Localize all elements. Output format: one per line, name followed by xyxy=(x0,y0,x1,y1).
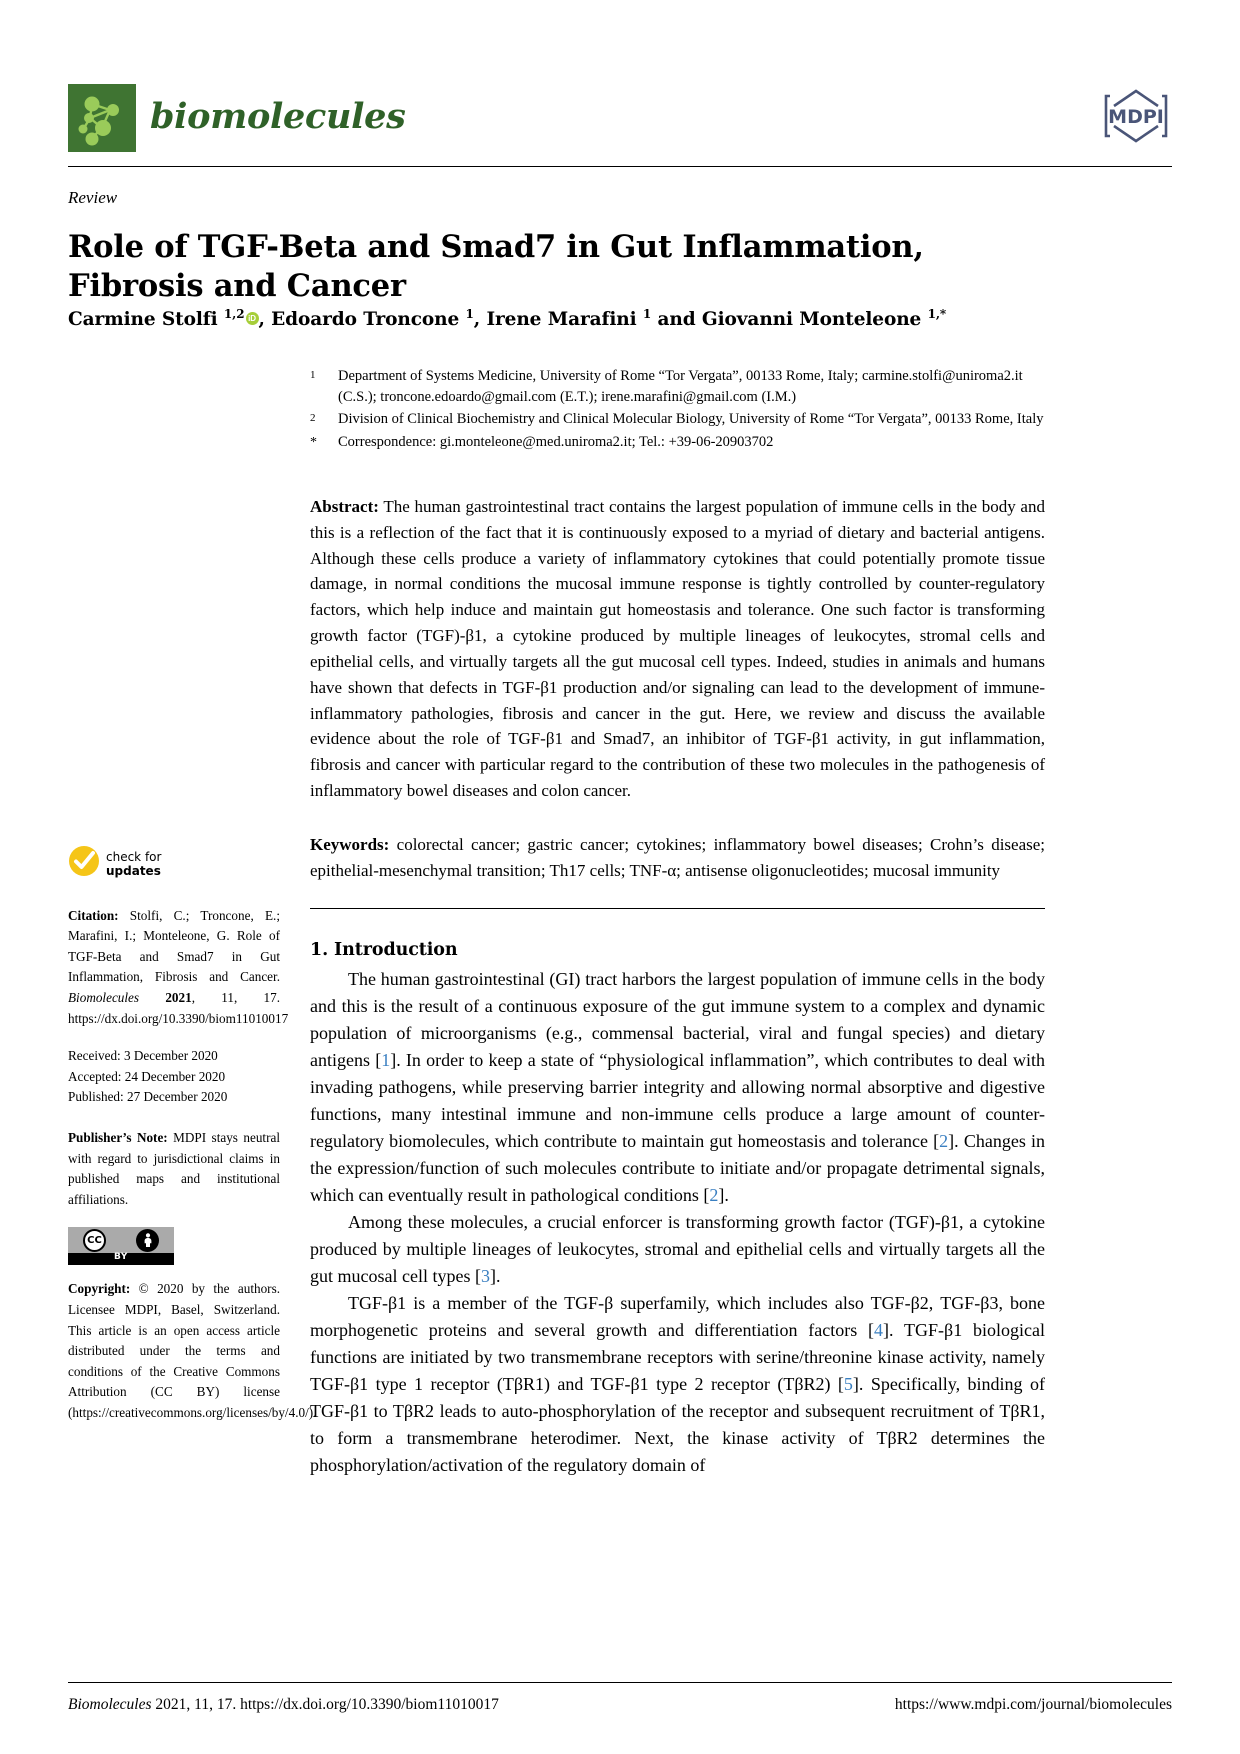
check-updates-line2: updates xyxy=(106,864,161,879)
mdpi-logo[interactable] xyxy=(1100,80,1172,152)
keywords-text: colorectal cancer; gastric cancer; cytokines; inflammatory bowel diseases; Crohn’s disease; epithelial-mesenchymal transition; Th17 cells; TNF-α; antisense oligonucleotides; mucosal immunity xyxy=(310,835,1046,880)
keywords-label: Keywords: xyxy=(310,835,390,854)
cc-by-label: BY xyxy=(114,1252,128,1263)
affiliation-marker: 1 xyxy=(310,369,316,381)
abstract-block xyxy=(310,494,1045,804)
received-date: Received: 3 December 2020 xyxy=(68,1048,218,1064)
affiliations-block xyxy=(310,366,1045,455)
citation-label: Citation: xyxy=(68,907,119,923)
abstract-divider xyxy=(310,908,1045,909)
check-updates-line1: check for xyxy=(106,850,162,865)
affiliation-row xyxy=(310,366,1045,407)
molecule-icon xyxy=(68,84,136,152)
page-title: Role of TGF-Beta and Smad7 in Gut Inflammation, Fibrosis and Cancer xyxy=(68,229,924,305)
publisher-note-text: MDPI stays neutral with regard to jurisdictional claims in published maps and institutional affiliations. xyxy=(68,1129,280,1207)
affiliation-row xyxy=(310,432,1045,453)
citation-link[interactable]: 4 xyxy=(874,1320,884,1340)
citation-link[interactable]: 2 xyxy=(709,1185,719,1205)
check-for-updates-badge[interactable] xyxy=(68,845,280,884)
check-circle-icon xyxy=(68,845,100,884)
paragraph: Among these molecules, a crucial enforcer is transforming growth factor (TGF)-β1, a cytokine produced by multiple lineages of leukocytes, stromal and epithelial cells and virtually targets all the gut mucosal cell types [3]. xyxy=(310,1212,1045,1286)
footer-citation: 2021, 11, 17. https://dx.doi.org/10.3390/biom11010017 xyxy=(151,1696,499,1713)
citation-journal: Biomolecules xyxy=(68,989,140,1005)
affiliation-marker: 2 xyxy=(310,412,316,425)
correspondence-text: Correspondence: gi.monteleone@med.uniroma2.it; Tel.: +39-06-20903702 xyxy=(338,433,774,450)
citation-link[interactable]: 1 xyxy=(381,1050,391,1070)
journal-logo[interactable] xyxy=(68,84,405,152)
page-footer xyxy=(68,1696,1172,1714)
footer-left xyxy=(68,1696,499,1714)
citation-link[interactable]: 3 xyxy=(480,1266,490,1286)
sidebar xyxy=(68,845,317,1440)
publisher-note-block xyxy=(68,1128,280,1210)
paragraph: The human gastrointestinal (GI) tract harbors the largest population of immune cells in the body and this is the result of a continuous exposure of the gut immune system to a complex and dynamic population of microorganisms (e.g., commensal bacterial, viral and fungal species) and dietary antigens [1]. In order to keep a state of “physiological inflammation”, which contributes to deal with invading pathogens, while preserving barrier integrity and allowing normal absorptive and digestive functions, many intestinal immune and non-immune cells produce a large amount of counter-regulatory biomolecules, which contribute to maintain gut homeostasis and tolerance [2]. Changes in the expression/function of such molecules contribute to initiate and/or propagate detrimental signals, which can eventually result in pathological conditions [2]. xyxy=(310,969,1046,1205)
copyright-text: © 2020 by the authors. Licensee MDPI, Basel, Switzerland. This article is an open access article distributed under the terms and conditions of the Creative Commons Attribution (CC BY) license (https://creativecommons.org/licenses/by/4.0/). xyxy=(68,1281,317,1420)
abstract-label: Abstract: xyxy=(310,497,379,516)
article-type: Review xyxy=(68,188,118,207)
footer-journal: Biomolecules xyxy=(68,1696,152,1713)
citation-link[interactable]: 2 xyxy=(939,1131,949,1151)
svg-text:MDPI: MDPI xyxy=(1108,106,1164,128)
footer-url[interactable]: https://www.mdpi.com/journal/biomolecules xyxy=(894,1696,1172,1713)
copyright-block xyxy=(68,1279,317,1423)
creative-commons-icon: CC xyxy=(83,1229,106,1252)
dates-block xyxy=(68,1046,280,1108)
affiliation-marker: * xyxy=(310,434,317,450)
main-content xyxy=(310,940,1045,1479)
paragraph: TGF-β1 is a member of the TGF-β superfamily, which includes also TGF-β2, TGF-β3, bone morphogenetic proteins and several growth and differentiation factors [4]. TGF-β1 biological functions are initiated by two transmembrane receptors with serine/threonine kinase activity, namely TGF-β1 type 1 receptor (TβR1) and TGF-β1 type 2 receptor (TβR2) [5]. Specifically, binding of TGF-β1 to TβR2 leads to auto-phosphorylation of the receptor and subsequent recruitment of TβR1, to form a transmembrane heterodimer. Next, the kinase activity of TβR2 determines the phosphorylation/activation of the regulatory domain of xyxy=(310,1293,1045,1475)
citation-year: 2021 xyxy=(139,989,192,1005)
header-divider xyxy=(68,166,1172,167)
author-list: Carmine Stolfi $^{1,2}$ iD , Edoardo Troncone $^1$, Irene Marafini $^1$ and Giovanni Monteleone $^{1,*}$ xyxy=(68,307,947,331)
publisher-note-label: Publisher’s Note: xyxy=(68,1129,168,1145)
cc-by-license-badge[interactable] xyxy=(68,1227,174,1265)
citation-link[interactable]: 5 xyxy=(843,1374,853,1394)
citation-block xyxy=(68,906,289,1030)
citation-rest: , 11, 17. https://dx.doi.org/10.3390/biom11010017 xyxy=(68,989,289,1026)
citation-text: Stolfi, C.; Troncone, E.; Marafini, I.; Monteleone, G. Role of TGF-Beta and Smad7 in Gut Inflammation, Fibrosis and Cancer. xyxy=(68,907,280,985)
affiliation-row xyxy=(310,409,1045,430)
page-header xyxy=(68,78,1172,160)
journal-title: biomolecules xyxy=(150,95,406,137)
orcid-icon[interactable]: iD xyxy=(246,312,259,325)
affiliation-text: Division of Clinical Biochemistry and Clinical Molecular Biology, University of Rome “Tor Vergata”, 00133 Rome, Italy xyxy=(338,411,1044,428)
section-title-introduction: 1. Introduction xyxy=(310,940,458,960)
person-icon xyxy=(136,1229,159,1252)
accepted-date: Accepted: 24 December 2020 xyxy=(68,1068,226,1084)
copyright-label: Copyright: xyxy=(68,1281,131,1297)
check-for-updates-label xyxy=(106,850,161,878)
published-date: Published: 27 December 2020 xyxy=(68,1089,228,1105)
abstract-text: The human gastrointestinal tract contains the largest population of immune cells in the body and this is a reflection of the fact that it is continuously exposed to a myriad of dietary and bacterial antigens. Although these cells produce a variety of inflammatory cytokines that could potentially promote tissue damage, in normal conditions the mucosal immune response is tightly controlled by counter-regulatory factors, which help induce and maintain gut homeostasis and tolerance. One such factor is transforming growth factor (TGF)-β1, a cytokine produced by multiple lineages of leukocytes, stromal cells and epithelial cells, and virtually targets all the gut mucosal cell types. Indeed, studies in animals and humans have shown that defects in TGF-β1 production and/or signaling can lead to the development of immune-inflammatory pathologies, fibrosis and cancer in the gut. Here, we review and discuss the available evidence about the role of TGF-β1 and Smad7, an inhibitor of TGF-β1 activity, in gut inflammation, fibrosis and cancer with particular regard to the contribution of these two molecules in the pathogenesis of inflammatory bowel diseases and colon cancer. xyxy=(310,497,1045,801)
footer-divider xyxy=(68,1682,1172,1683)
keywords-block xyxy=(310,832,1045,884)
affiliation-text: Department of Systems Medicine, University of Rome “Tor Vergata”, 00133 Rome, Italy; carmine.stolfi@uniroma2.it (C.S.); troncone.edoardo@gmail.com (E.T.); irene.marafini@gmail.com (I.M.) xyxy=(338,368,1023,405)
